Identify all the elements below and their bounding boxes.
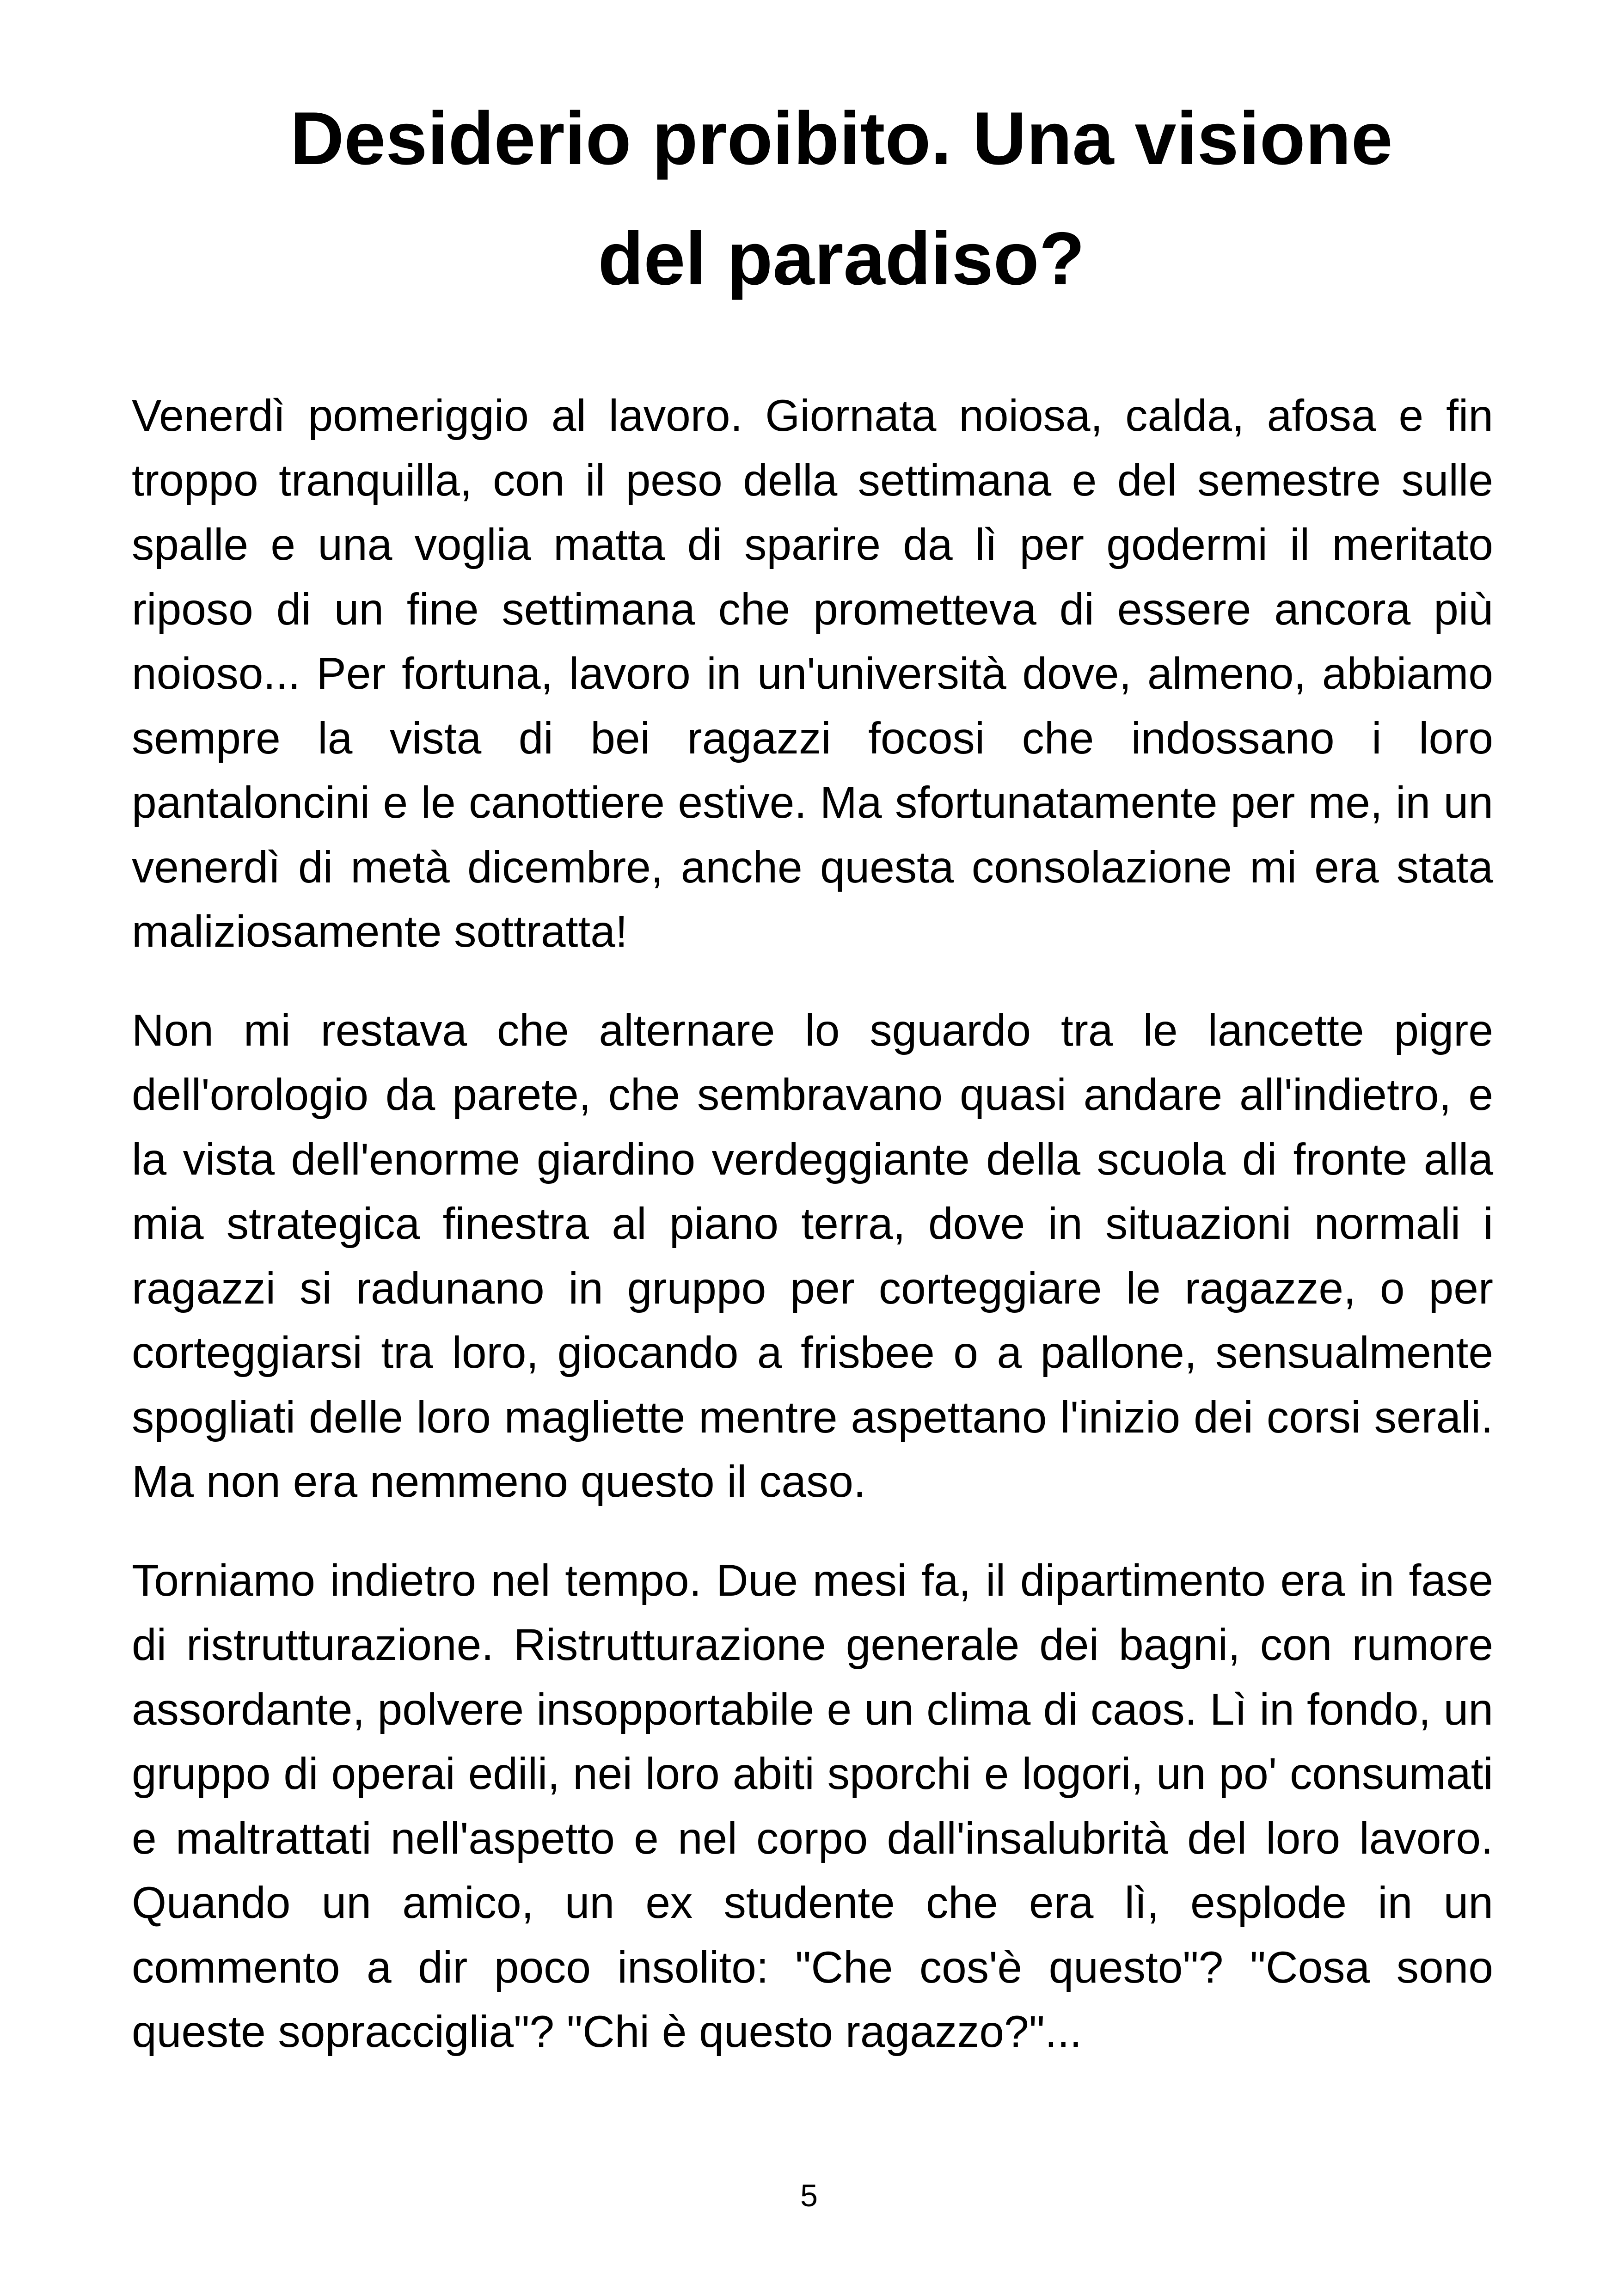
paragraph-3: Torniamo indietro nel tempo. Due mesi fa, il dipartimento era in fase di ristrutturazione. Ristrutturazione generale dei bagni, con rumore assordante, polvere insopportabile e un clima di caos. Lì in fondo, un gruppo di operai edili, nei loro abiti sporchi e logori, un po' consumati e maltrattati nell'aspetto e nel corpo dall'insalubrità del loro lavoro. Quando un amico, un ex studente che era lì, esplode in un commento a dir poco insolito: "Che cos'è questo"? "Cosa sono queste sopracciglia"? "Chi è questo ragazzo?"... [132,1555,1493,2057]
paragraph-2: Non mi restava che alternare lo sguardo tra le lancette pigre dell'orologio da parete, che sembravano quasi andare all'indietro, e la vista dell'enorme giardino verdeggiante della scuola di fronte alla mia strategica finestra al piano terra, dove in situazioni normali i ragazzi si radunano in gruppo per corteggiare le ragazze, o per corteggiarsi tra loro, giocando a frisbee o a pallone, sensualmente spogliati delle loro magliette mentre aspettano l'inizio dei corsi serali. Ma non era nemmeno questo il caso. [132,1005,1493,1506]
page-number: 5 [800,2178,818,2213]
paragraph-1: Venerdì pomeriggio al lavoro. Giornata noiosa, calda, afosa e fin troppo tranquilla, con il peso della settimana e del semestre sulle spalle e una voglia matta di sparire da lì per godermi il meritato riposo di un fine settimana che prometteva di essere ancora più noioso... Per fortuna, lavoro in un'università dove, almeno, abbiamo sempre la vista di bei ragazzi focosi che indossano i loro pantaloncini e le canottiere estive. Ma sfortunatamente per me, in un venerdì di metà dicembre, anche questa consolazione mi era stata maliziosamente sottratta! [132,391,1493,956]
body-text [132,384,1493,2099]
page-title: Desiderio proibito. Una visione del paradiso? [290,97,1393,300]
